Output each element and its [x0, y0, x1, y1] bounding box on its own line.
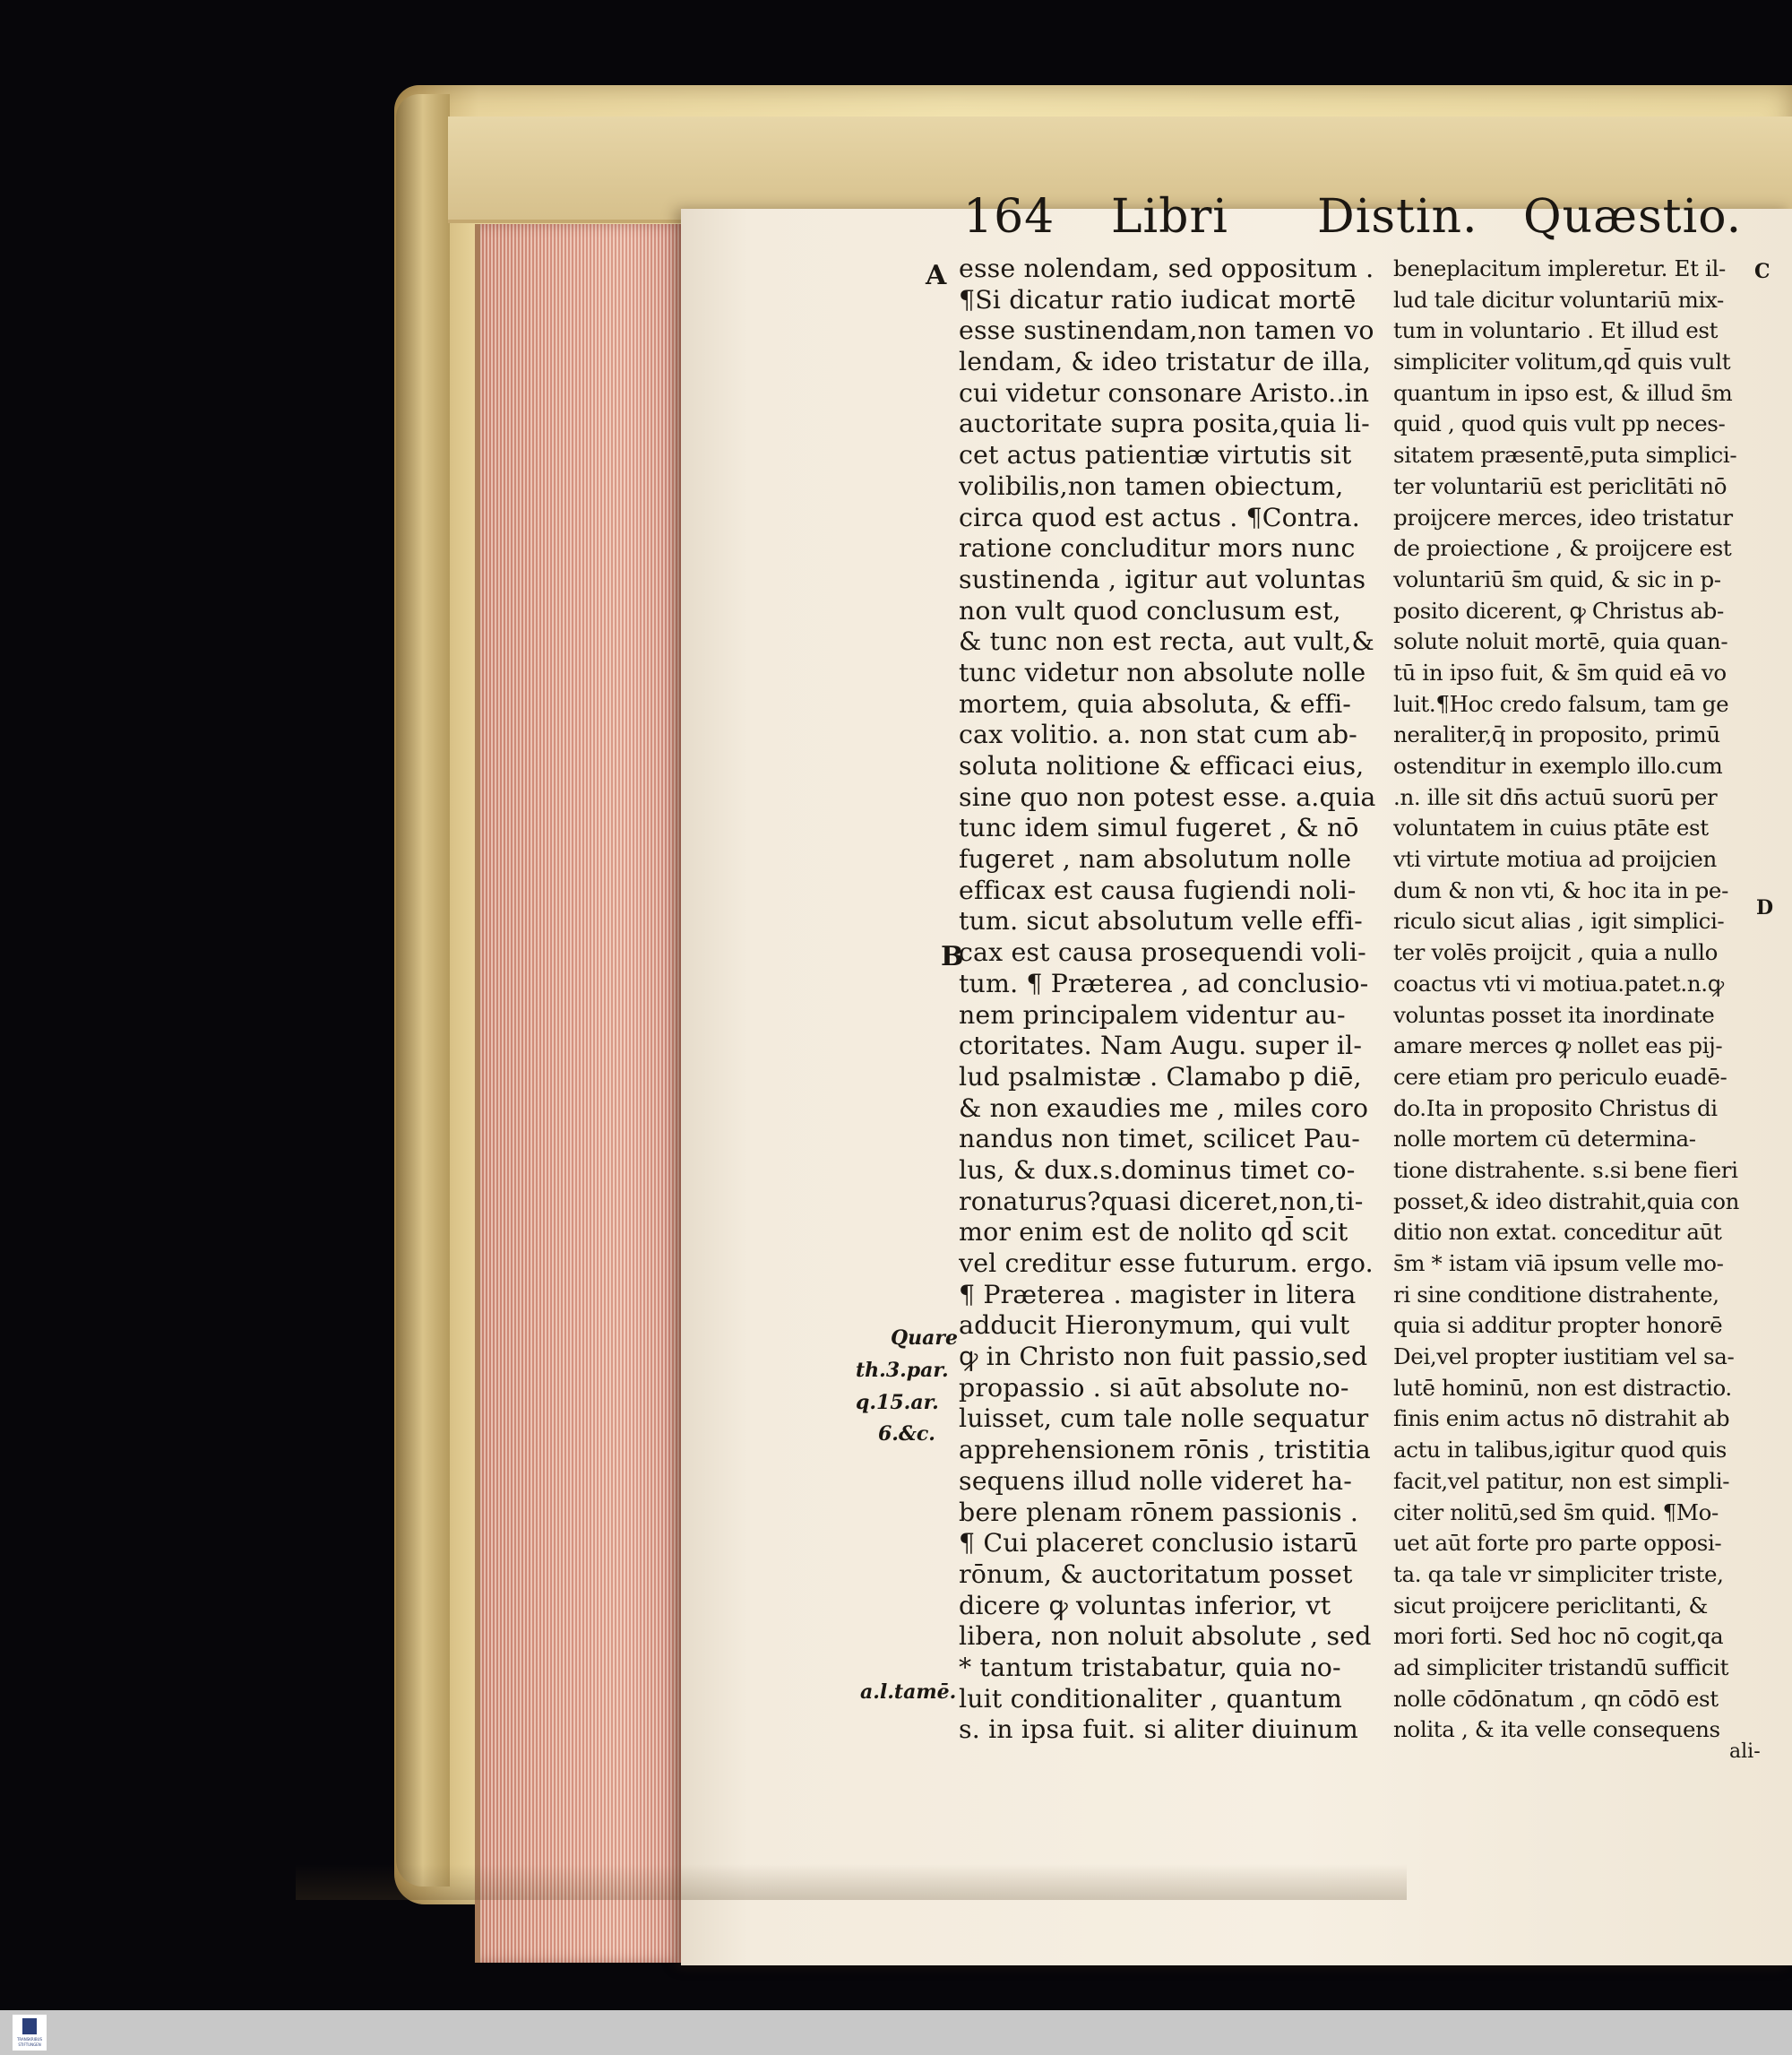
text-line: quia si additur propter honorē	[1393, 1312, 1723, 1339]
text-line: ter volēs proijcit , quia a nullo	[1393, 939, 1718, 966]
text-line: vti virtute motiua ad proijcien	[1393, 846, 1717, 873]
text-line: citer nolitū,sed s̄m quid. ¶Mo-	[1393, 1498, 1719, 1525]
text-line: fugeret , nam absolutum nolle	[959, 844, 1352, 875]
text-line: ta. qa tale vr simpliciter triste,	[1393, 1560, 1724, 1587]
text-line: voluntatem in cuius ptāte est	[1393, 815, 1709, 842]
text-line: tū in ipso fuit, & s̄m quid eā vo	[1393, 659, 1727, 686]
page-number: 164	[963, 190, 1055, 244]
text-line: & non exaudies me , miles coro	[959, 1092, 1369, 1123]
distinction-label: Distin.	[1317, 190, 1478, 244]
text-line: non vult quod conclusum est,	[959, 595, 1341, 626]
text-line: soluta nolitione & efficaci eius,	[959, 751, 1365, 781]
text-line: auctoritate supra posita,quia li-	[959, 409, 1370, 439]
text-line: quantum in ipso est, & illud s̄m	[1393, 379, 1733, 406]
text-line: riculo sicut alias , igit simplici-	[1393, 908, 1725, 935]
text-line: luit conditionaliter , quantum	[959, 1683, 1343, 1714]
text-line: tunc idem simul fugeret , & nō	[959, 813, 1359, 843]
page-shadow	[296, 1864, 1407, 1900]
section-mark-c: C	[1754, 260, 1770, 283]
text-line: quid , quod quis vult pp neces-	[1393, 410, 1726, 437]
text-line: lutē hominū, non est distractio.	[1393, 1374, 1732, 1401]
text-line: amare merces ꝙ nollet eas pij-	[1393, 1032, 1723, 1059]
viewer-footer-bar	[0, 2010, 1792, 2055]
text-line: efficax est causa fugiendi noli-	[959, 875, 1357, 905]
text-line: apprehensionem rōnis , tristitia	[959, 1435, 1371, 1465]
section-mark-d: D	[1756, 896, 1774, 920]
text-line: ¶ Cui placeret conclusio istarū	[959, 1528, 1358, 1559]
margin-note: Quare	[891, 1326, 959, 1350]
text-line: propassio . si aūt absolute no-	[959, 1372, 1349, 1403]
text-line: cax est causa prosequendi voli-	[959, 937, 1366, 968]
text-line: tione distrahente. s.si bene fieri	[1393, 1156, 1738, 1183]
text-line: sitatem præsentē,puta simplici-	[1393, 442, 1737, 469]
text-line: ratione concluditur mors nunc	[959, 533, 1356, 564]
text-line: coactus vti vi motiua.patet.n.ꝙ	[1393, 970, 1724, 997]
text-line: ctoritates. Nam Augu. super il-	[959, 1031, 1363, 1061]
text-line: posito dicerent, ꝙ Christus ab-	[1393, 597, 1724, 624]
logo-text-line1: TRANSKRIBUS	[16, 2037, 43, 2042]
margin-note: 6.&c.	[878, 1422, 935, 1446]
text-line: luit.¶Hoc credo falsum, tam ge	[1393, 690, 1729, 717]
text-line: ronaturus?quasi diceret,non,ti-	[959, 1186, 1364, 1216]
text-line: * tantum tristabatur, quia no-	[959, 1652, 1341, 1682]
text-line: rōnum, & auctoritatum posset	[959, 1559, 1353, 1589]
text-line: cui videtur consonare Aristo..in	[959, 377, 1370, 408]
text-line: mor enim est de nolito qd̄ scit	[959, 1217, 1348, 1248]
text-line: cere etiam pro periculo euadē-	[1393, 1063, 1727, 1090]
margin-note: a.l.tamē.	[860, 1680, 957, 1704]
text-line: nem principalem videntur au-	[959, 999, 1346, 1030]
spine	[396, 94, 450, 1887]
text-line: ¶Si dicatur ratio iudicat mortē	[959, 284, 1357, 315]
text-line: bere plenam rōnem passionis .	[959, 1497, 1359, 1527]
margin-note: q.15.ar.	[856, 1391, 939, 1414]
margin-note: th.3.par.	[856, 1359, 949, 1382]
text-line: libera, non noluit absolute , sed	[959, 1621, 1372, 1652]
text-line: ¶ Præterea . magister in litera	[959, 1279, 1357, 1309]
text-line: esse nolendam, sed oppositum .	[959, 254, 1374, 283]
text-line: tunc videtur non absolute nolle	[959, 657, 1366, 687]
text-line: esse sustinendam,non tamen vo	[959, 315, 1374, 346]
text-line: vel creditur esse futurum. ergo.	[959, 1248, 1374, 1278]
text-line: nolle cōdōnatum , qn cōdō est	[1393, 1685, 1719, 1712]
text-line: lus, & dux.s.dominus timet co-	[959, 1154, 1356, 1185]
text-line: sustinenda , igitur aut voluntas	[959, 564, 1366, 594]
text-line: ad simpliciter tristandū sufficit	[1393, 1653, 1729, 1680]
text-line: volibilis,non tamen obiectum,	[959, 471, 1344, 501]
running-head	[0, 190, 1792, 253]
logo-text-line2: STIFTUNGEN	[18, 2042, 41, 2047]
text-line: .n. ille sit dn̄s actuū suorū per	[1393, 783, 1718, 810]
text-line: neraliter,q̄ in proposito, primū	[1393, 721, 1720, 748]
text-line: finis enim actus nō distrahit ab	[1393, 1405, 1730, 1432]
text-line: nolita , & ita velle consequens	[1393, 1716, 1720, 1743]
text-line: cax volitio. a. non stat cum ab-	[959, 720, 1357, 750]
text-line: sequens illud nolle videret ha-	[959, 1465, 1352, 1496]
left-text-column	[959, 254, 1394, 1746]
text-line: uet aūt forte pro parte opposi-	[1393, 1530, 1722, 1557]
text-line: ditio non extat. conceditur aūt	[1393, 1219, 1722, 1246]
text-line: adducit Hieronymum, qui vult	[959, 1310, 1350, 1341]
text-line: de proiectione , & proijcere est	[1393, 535, 1732, 562]
text-line: ter voluntariū est periclitāti nō	[1393, 472, 1727, 499]
text-line: lud tale dicitur voluntariū mix-	[1393, 286, 1724, 313]
text-line: mori forti. Sed hoc nō cogit,qa	[1393, 1623, 1724, 1650]
text-line: luisset, cum tale nolle sequatur	[959, 1403, 1369, 1434]
text-line: simpliciter volitum,qd̄ quis vult	[1393, 349, 1731, 376]
text-line: mortem, quia absoluta, & effi-	[959, 688, 1352, 719]
text-line: tum in voluntario . Et illud est	[1393, 317, 1719, 344]
question-label: Quæstio.	[1523, 190, 1743, 244]
text-line: cet actus patientiæ virtutis sit	[959, 440, 1352, 471]
text-line: actu in talibus,igitur quod quis	[1393, 1437, 1727, 1464]
logo-emblem-icon	[22, 2018, 37, 2034]
text-line: ostenditur in exemplo illo.cum	[1393, 753, 1723, 779]
text-line: facit,vel patitur, non est simpli-	[1393, 1467, 1730, 1494]
text-line: lud psalmistæ . Clamabo p diē,	[959, 1061, 1362, 1092]
text-line: dicere ꝙ voluntas inferior, vt	[959, 1590, 1331, 1620]
section-mark-a: A	[926, 260, 947, 291]
text-line: posset,& ideo distrahit,quia con	[1393, 1187, 1740, 1214]
text-line: Dei,vel propter iustitiam vel sa-	[1393, 1343, 1735, 1370]
text-line: solute noluit mortē, quia quan-	[1393, 628, 1728, 655]
text-line: tum. sicut absolutum velle effi-	[959, 906, 1363, 937]
text-line: nandus non timet, scilicet Pau-	[959, 1124, 1361, 1154]
text-line: s̄m * istam viā ipsum velle mo-	[1393, 1250, 1724, 1276]
catchword: ali-	[1729, 1740, 1761, 1763]
text-line: sine quo non potest esse. a.quia	[959, 781, 1376, 812]
text-line: voluntariū s̄m quid, & sic in p-	[1393, 566, 1721, 592]
text-line: voluntas posset ita inordinate	[1393, 1001, 1715, 1028]
book-label: Libri	[1111, 190, 1228, 244]
institution-logo	[13, 2015, 47, 2051]
text-line: proijcere merces, ideo tristatur	[1393, 504, 1733, 531]
text-line: do.Ita in proposito Christus di	[1393, 1094, 1718, 1121]
text-line: circa quod est actus . ¶Contra.	[959, 502, 1360, 532]
red-sprinkled-page-edges	[475, 224, 686, 1963]
text-line: ꝙ in Christo non fuit passio,sed	[959, 1342, 1368, 1372]
right-text-column	[1393, 254, 1779, 1746]
text-line: ri sine conditione distrahente,	[1393, 1281, 1719, 1308]
text-line: sicut proijcere periclitanti, &	[1393, 1592, 1708, 1619]
section-mark-b: B	[941, 941, 964, 972]
text-line: s. in ipsa fuit. si aliter diuinum	[959, 1714, 1358, 1745]
text-line: & tunc non est recta, aut vult,&	[959, 626, 1374, 657]
text-line: nolle mortem cū determina-	[1393, 1126, 1696, 1153]
text-line: lendam, & ideo tristatur de illa,	[959, 347, 1372, 377]
text-line: dum & non vti, & hoc ita in pe-	[1393, 876, 1728, 903]
text-line: beneplacitum impleretur. Et il-	[1393, 255, 1726, 281]
text-line: tum. ¶ Præterea , ad conclusio-	[959, 968, 1369, 998]
